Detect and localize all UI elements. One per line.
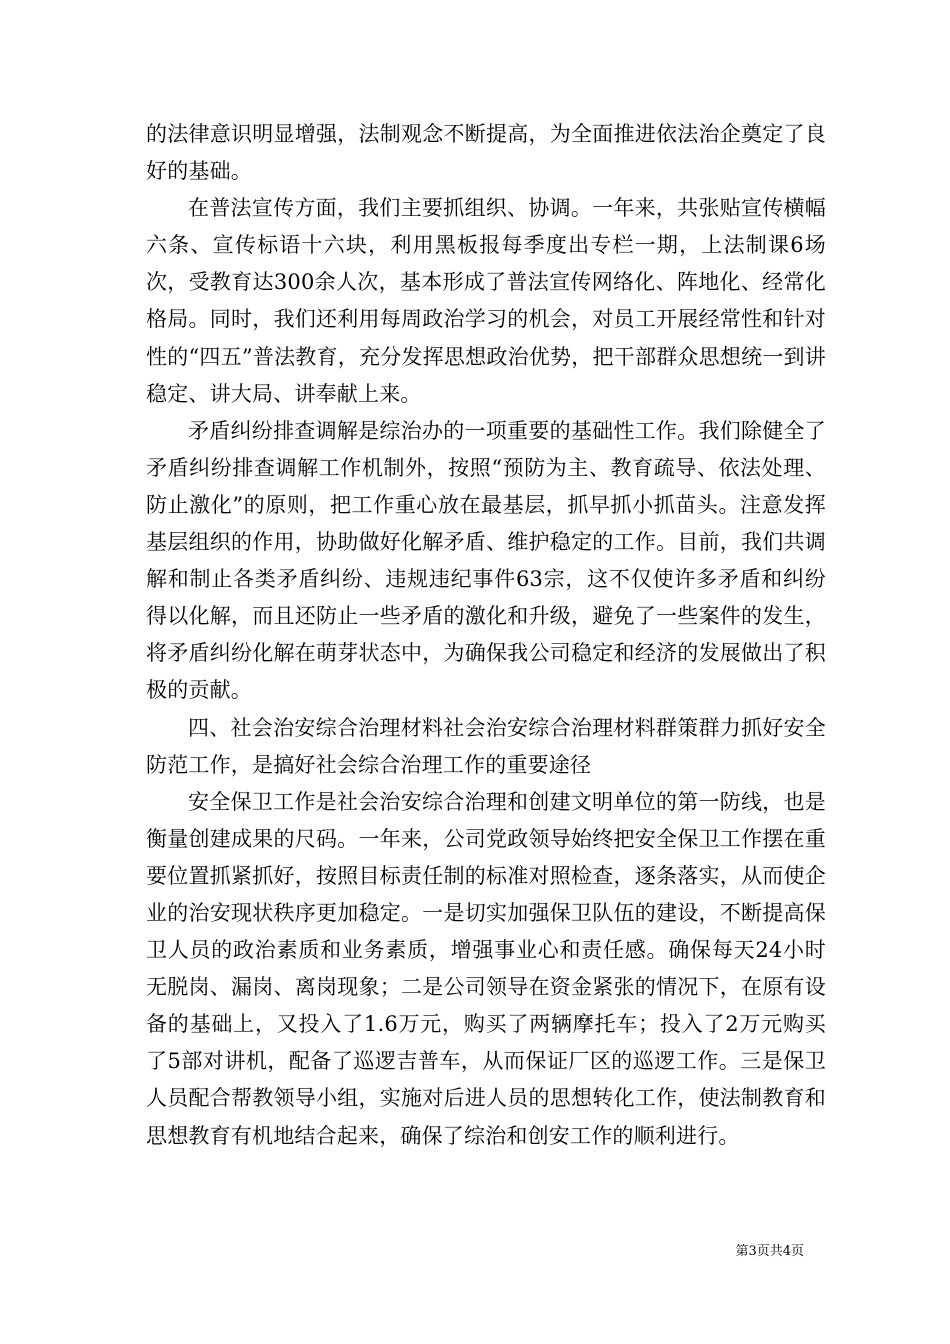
paragraph-continuation: 的法律意识明显增强，法制观念不断提高，为全面推进依法治企奠定了良好的基础。 xyxy=(146,122,826,184)
paragraph-legal-publicity: 在普法宣传方面，我们主要抓组织、协调。一年来，共张贴宣传横幅六条、宣传标语十六块，利用黑板报每季度出专栏一期，上法制课6场次，受教育达300余人次，基本形成了普法宣传网络化、阵地化、经常化格局。同时，我们还利用每周政治学习的机会，对员工开展经常性和针对性的“四五”普法教育，充分发挥思想政治优势，把干部群众思想统一到讲稳定、讲大局、讲奉献上来。 xyxy=(146,196,826,406)
paragraph-dispute-mediation: 矛盾纠纷排查调解是综治办的一项重要的基础性工作。我们除健全了矛盾纠纷排查调解工作机制外，按照“预防为主、教育疏导、依法处理、防止激化”的原则，把工作重心放在最基层，抓早抓小抓苗头。注意发挥基层组织的作用，协助做好化解矛盾、维护稳定的工作。目前，我们共调解和制止各类矛盾纠纷、违规违纪事件63宗，这不仅使许多矛盾和纠纷得以化解，而且还防止一些矛盾的激化和升级，避免了一些案件的发生，将矛盾纠纷化解在萌芽状态中，为确保我公司稳定和经济的发展做出了积极的贡献。 xyxy=(146,418,826,703)
document-body xyxy=(146,116,826,1155)
paragraph-security-work: 安全保卫工作是社会治安综合治理和创建文明单位的第一防线，也是衡量创建成果的尺码。一年来，公司党政领导始终把安全保卫工作摆在重要位置抓紧抓好，按照目标责任制的标准对照检查，逐条落实，从而使企业的治安现状秩序更加稳定。一是切实加强保卫队伍的建设，不断提高保卫人员的政治素质和业务素质，增强事业心和责任感。确保每天24小时无脱岗、漏岗、离岗现象；二是公司领导在资金紧张的情况下，在原有设备的基础上，又投入了1.6万元，购买了两辆摩托车；投入了2万元购买了5部对讲机，配备了巡逻吉普车，从而保证厂区的巡逻工作。三是保卫人员配合帮教领导小组，实施对后进人员的思想转化工作，使法制教育和思想教育有机地结合起来，确保了综治和创安工作的顺利进行。 xyxy=(146,789,826,1148)
page-number-footer: 第3页共4页 xyxy=(735,1244,804,1259)
section-heading-security: 四、社会治安综合治理材料社会治安综合治理材料群策群力抓好安全防范工作，是搞好社会综合治理工作的重要途径 xyxy=(146,715,826,777)
